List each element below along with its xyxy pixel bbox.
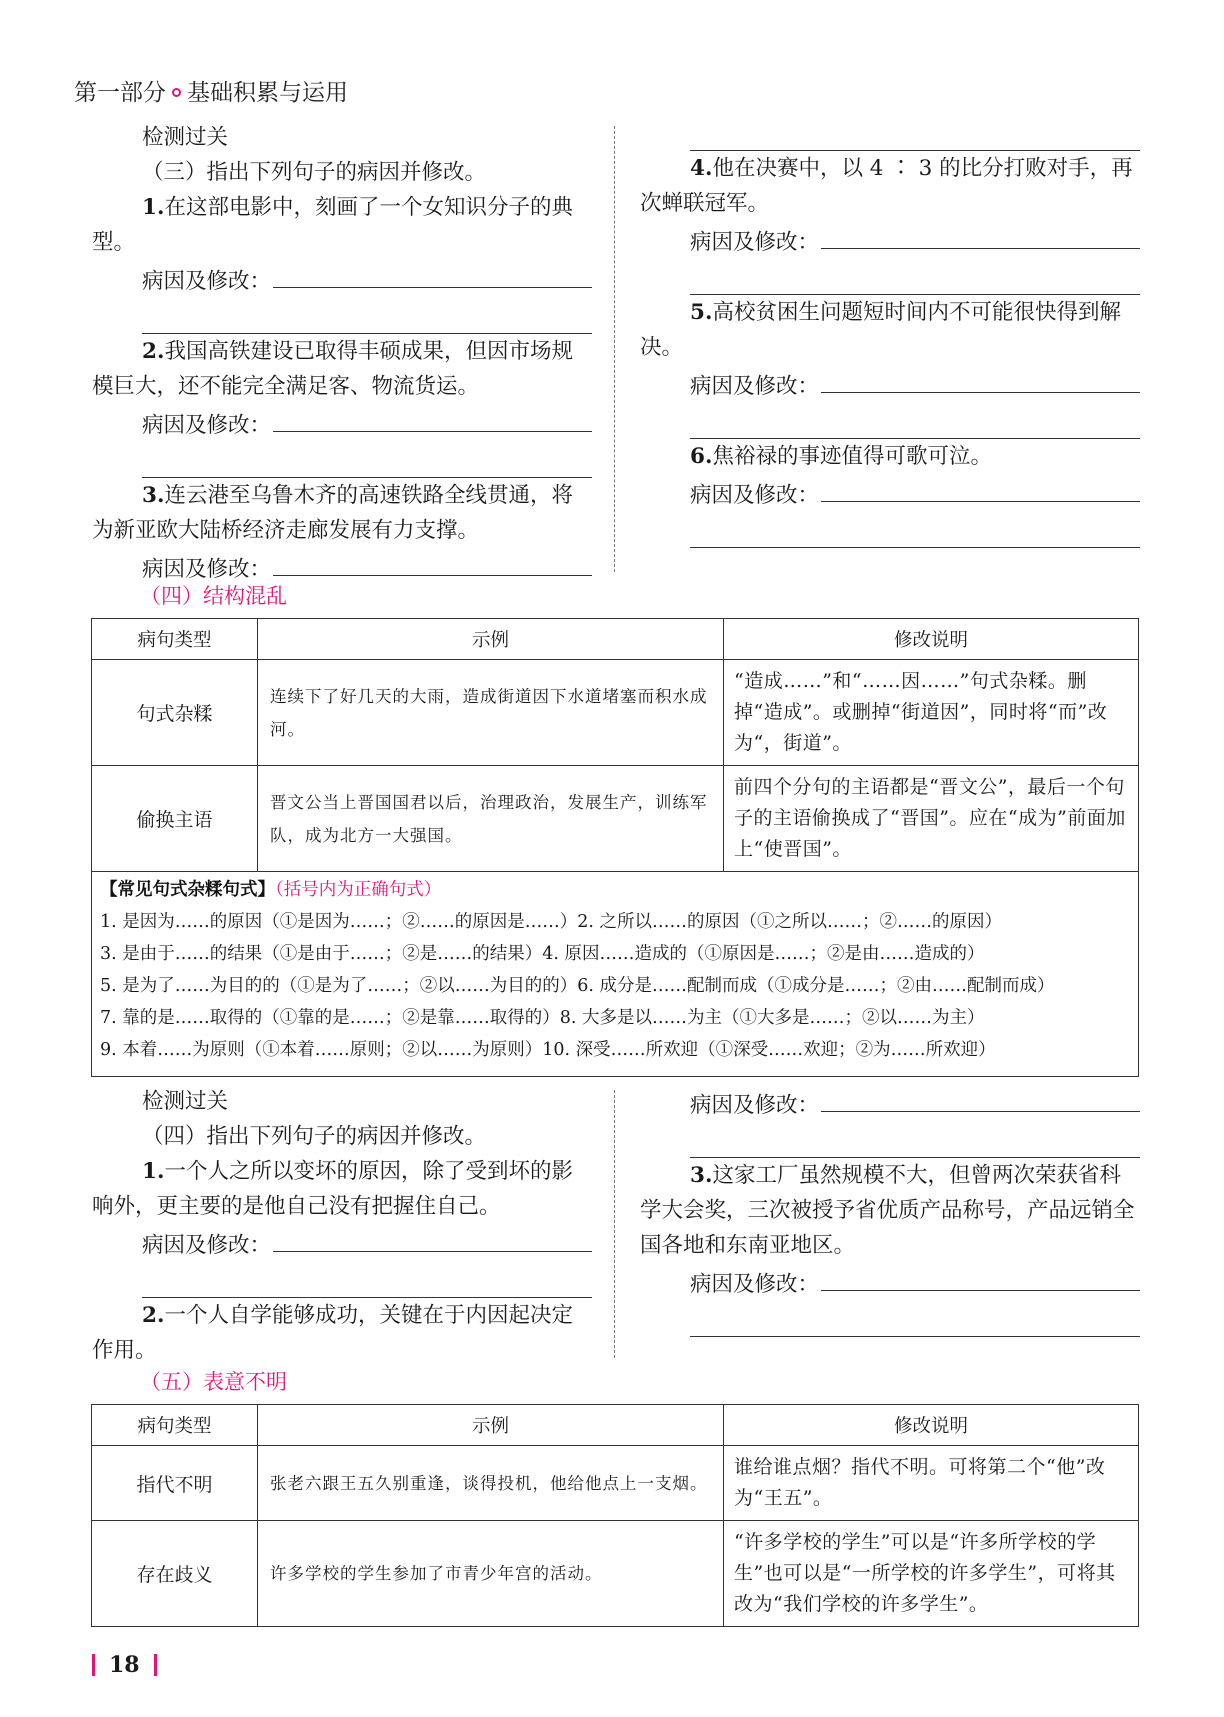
answer-blank[interactable] [142,443,592,478]
block4-left [92,1084,592,1368]
question-number: 3. [690,1163,713,1188]
fill-label: 病因及修改： [142,413,272,438]
answer-blank[interactable] [273,548,592,576]
block3-left [92,120,592,587]
table-row [92,660,1139,766]
question-5 [640,295,1140,365]
question-3 [92,478,592,548]
answer-line[interactable] [640,1263,1140,1302]
answer-line[interactable] [92,404,592,443]
page-number: 18 [109,1652,140,1678]
check-heading: 检测过关 [142,1089,229,1114]
error-type: 偷换主语 [92,766,258,872]
block3-right [640,120,1140,548]
answer-blank[interactable] [690,1302,1140,1337]
question-text: 焦裕禄的事迹值得可歌可泣。 [712,444,992,469]
summary-note: （括号内为正确句式） [275,880,442,900]
answer-line[interactable] [640,365,1140,404]
answer-blank[interactable] [821,474,1140,502]
example: 晋文公当上晋国国君以后，治理政治，发展生产，训练军队，成为北方一大强国。 [258,766,724,872]
error-type: 指代不明 [92,1446,258,1521]
column-divider [614,1090,615,1358]
answer-blank[interactable] [690,1123,1140,1158]
page-footer [92,1652,157,1678]
column-header: 示例 [258,619,724,660]
column-header: 修改说明 [724,619,1139,660]
column-header: 病句类型 [92,619,258,660]
answer-blank[interactable] [821,221,1140,249]
question-2 [92,1298,592,1368]
question-number: 1. [142,195,165,220]
answer-blank[interactable] [690,120,1140,151]
question-2 [92,334,592,404]
header-title: 基础积累与运用 [187,80,348,106]
instruction: （四）指出下列句子的病因并修改。 [142,1124,487,1149]
answer-blank[interactable] [821,1263,1140,1291]
fill-label: 病因及修改： [690,1272,820,1297]
summary-heading [100,874,1130,906]
summary-title: 【常见句式杂糅句式】 [100,880,275,900]
question-number: 4. [690,156,713,181]
question-6 [640,439,1140,474]
answer-blank[interactable] [690,404,1140,439]
answer-blank[interactable] [273,404,592,432]
answer-line[interactable] [640,221,1140,260]
question-1 [92,1154,592,1224]
table-row [92,766,1139,872]
header-part: 第一部分 [74,80,166,106]
error-type: 存在歧义 [92,1521,258,1627]
answer-blank[interactable] [142,1263,592,1298]
section-title: （四）结构混乱 [140,584,287,608]
answer-line[interactable] [92,1224,592,1263]
explanation: 谁给谁点烟？指代不明。可将第二个“他”改为“王五”。 [724,1446,1139,1521]
answer-blank[interactable] [273,1224,592,1252]
question-4 [640,151,1140,221]
fill-label: 病因及修改： [690,230,820,255]
question-number: 3. [142,483,165,508]
question-number: 2. [142,1303,165,1328]
section-title: （五）表意不明 [140,1370,287,1394]
answer-blank[interactable] [690,513,1140,548]
answer-blank[interactable] [142,299,592,334]
table-row [92,1446,1139,1521]
answer-line[interactable] [640,474,1140,513]
question-text: 高校贫困生问题短时间内不可能很快得到解决。 [640,300,1121,360]
summary-line: 1. 是因为……的原因（①是因为……；②……的原因是……）2. 之所以……的原因（①之所以……；②……的原因） [100,912,1003,932]
instruction: （三）指出下列句子的病因并修改。 [142,160,487,185]
question-text: 他在决赛中，以 4 ∶ 3 的比分打败对手，再次蝉联冠军。 [640,156,1133,216]
table-row [92,1521,1139,1627]
summary-line: 9. 本着……为原则（①本着……原则；②以……为原则）10. 深受……所欢迎（①深受……欢迎；②为……所欢迎） [100,1040,996,1060]
explanation: 前四个分句的主语都是“晋文公”，最后一个句子的主语偷换成了“晋国”。应在“成为”前面加上“使晋国”。 [724,766,1139,872]
fill-label: 病因及修改： [690,1093,820,1118]
question-number: 2. [142,339,165,364]
fill-label: 病因及修改： [142,557,272,582]
question-1 [92,190,592,260]
answer-blank[interactable] [690,260,1140,295]
question-number: 1. [142,1159,165,1184]
answer-line[interactable] [640,1084,1140,1123]
example: 连续下了好几天的大雨，造成街道因下水道堵塞而积水成河。 [258,660,724,766]
question-text: 在这部电影中，刻画了一个女知识分子的典型。 [92,195,573,255]
answer-blank[interactable] [821,1084,1140,1112]
explanation: “造成……”和“……因……”句式杂糅。删掉“造成”。或删掉“街道因”，同时将“而”改为“，街道”。 [724,660,1139,766]
summary-line: 7. 靠的是……取得的（①靠的是……；②是靠……取得的）8. 大多是以……为主（①大多是……；②以……为主） [100,1008,985,1028]
column-header: 示例 [258,1405,724,1446]
divider-bar [154,1654,157,1676]
check-heading: 检测过关 [142,125,229,150]
column-header: 修改说明 [724,1405,1139,1446]
column-header: 病句类型 [92,1405,258,1446]
divider-bar [92,1654,95,1676]
question-3 [640,1158,1140,1263]
summary-line: 3. 是由于……的结果（①是由于……；②是……的结果）4. 原因……造成的（①原因是……；②是由……造成的） [100,944,985,964]
fill-label: 病因及修改： [142,269,272,294]
summary-box [91,864,1139,1077]
example: 张老六跟王五久别重逢，谈得投机，他给他点上一支烟。 [258,1446,724,1521]
page-header [74,74,348,107]
question-text: 这家工厂虽然规模不大，但曾两次荣获省科学大会奖，三次被授予省优质产品称号，产品远销全国各地和东南亚地区。 [640,1163,1135,1258]
bullet-icon [172,88,181,97]
column-divider [614,126,615,572]
answer-blank[interactable] [273,260,592,288]
summary-line: 5. 是为了……为目的的（①是为了……；②以……为目的的）6. 成分是……配制而成（①成分是……；②由……配制而成） [100,976,1055,996]
question-text: 我国高铁建设已取得丰硕成果，但因市场规模巨大，还不能完全满足客、物流货运。 [92,339,573,399]
answer-line[interactable] [92,260,592,299]
error-type: 句式杂糅 [92,660,258,766]
table-header-row [92,619,1139,660]
structure-table [91,618,1139,872]
question-text: 一个人之所以变坏的原因，除了受到坏的影响外，更主要的是他自己没有把握住自己。 [92,1159,573,1219]
ambiguity-table [91,1404,1139,1627]
question-text: 一个人自学能够成功，关键在于内因起决定作用。 [92,1303,573,1363]
example: 许多学校的学生参加了市青少年宫的活动。 [258,1521,724,1627]
fill-label: 病因及修改： [690,483,820,508]
question-text: 连云港至乌鲁木齐的高速铁路全线贯通，将为新亚欧大陆桥经济走廊发展有力支撑。 [92,483,573,543]
fill-label: 病因及修改： [690,374,820,399]
fill-label: 病因及修改： [142,1233,272,1258]
question-number: 5. [690,300,713,325]
block4-right [640,1084,1140,1337]
explanation: “许多学校的学生”可以是“许多所学校的学生”也可以是“一所学校的许多学生”，可将其改为“我们学校的许多学生”。 [724,1521,1139,1627]
table-header-row [92,1405,1139,1446]
question-number: 6. [690,444,713,469]
answer-blank[interactable] [821,365,1140,393]
